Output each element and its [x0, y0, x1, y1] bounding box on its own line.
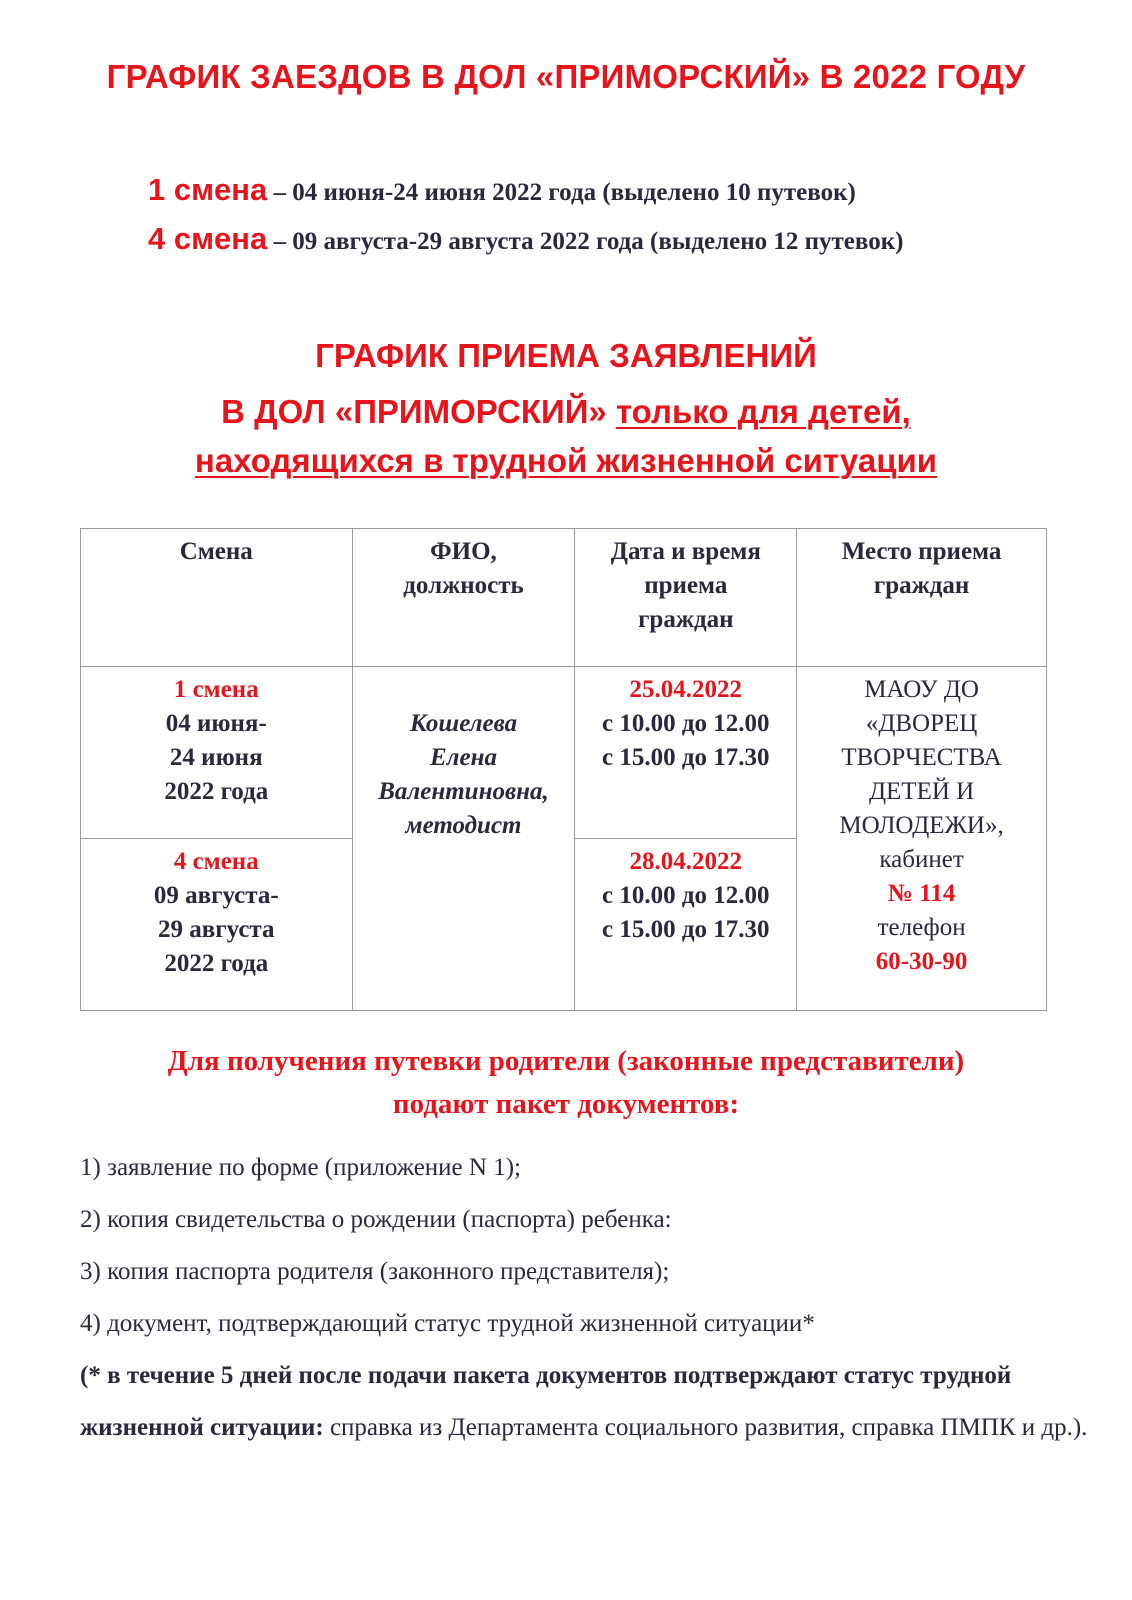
table-row: [81, 667, 1047, 839]
datetime-cell: 28.04.2022 с 10.00 до 12.00 с 15.00 до 17.30: [575, 839, 797, 1011]
shift-dates: – 04 июня-24 июня 2022 года (выделено 10 путевок): [267, 179, 856, 206]
schedule-heading-line3: [0, 442, 1132, 480]
schedule-heading-underlined: находящихся в трудной жизненной ситуации: [194, 442, 938, 479]
documents-note: [80, 1350, 1090, 1454]
list-item: 4) документ, подтверждающий статус трудной жизненной ситуации*: [80, 1310, 815, 1337]
header-name: ФИО, должность: [352, 529, 575, 667]
header-datetime: Дата и время приема граждан: [575, 529, 797, 667]
cabinet-number: № 114: [887, 880, 956, 907]
list-item: 2) копия свидетельства о рождении (паспорта) ребенка:: [80, 1206, 672, 1233]
schedule-heading-underlined: только для детей,: [615, 393, 911, 430]
shift-label: 4 смена: [148, 221, 268, 256]
header-place: Место приема граждан: [797, 529, 1047, 667]
shift-label: 1 смена: [148, 172, 268, 207]
header-shift: Смена: [81, 529, 353, 667]
documents-heading: Для получения путевки родители (законные представители) подают пакет документов:: [167, 1045, 965, 1120]
shift-line-4: [148, 221, 903, 257]
schedule-heading-line1: ГРАФИК ПРИЕМА ЗАЯВЛЕНИЙ: [315, 337, 817, 374]
shift-dates: – 09 августа-29 августа 2022 года (выделено 12 путевок): [267, 228, 904, 255]
schedule-heading-line2: [0, 393, 1132, 431]
datetime-cell: 25.04.2022 с 10.00 до 12.00 с 15.00 до 17.30: [575, 667, 797, 839]
schedule-table: [80, 528, 1047, 1011]
table-header-row: [81, 529, 1047, 667]
note-bold: (* в течение 5 дней после подачи пакета документов подтверждают статус трудной жизненной ситуации:: [80, 1362, 1012, 1441]
shift-cell: 1 смена 04 июня- 24 июня 2022 года: [81, 667, 353, 839]
place-cell: МАОУ ДО «ДВОРЕЦ ТВОРЧЕСТВА ДЕТЕЙ И МОЛОДЕЖИ», кабинет № 114 телефон 60-30-90: [797, 667, 1047, 1011]
shift-line-1: [148, 172, 856, 208]
list-item: 1) заявление по форме (приложение N 1);: [80, 1154, 521, 1181]
documents-list: [80, 1142, 1090, 1350]
person-cell: Кошелева Елена Валентиновна, методист: [352, 667, 575, 1011]
list-item: 3) копия паспорта родителя (законного представителя);: [80, 1258, 670, 1285]
shift-cell: 4 смена 09 августа- 29 августа 2022 года: [81, 839, 353, 1011]
page-title: ГРАФИК ЗАЕЗДОВ В ДОЛ «ПРИМОРСКИЙ» В 2022 ГОДУ: [106, 58, 1026, 95]
phone-number: 60-30-90: [875, 948, 968, 975]
schedule-heading-plain: В ДОЛ «ПРИМОРСКИЙ»: [221, 393, 616, 430]
note-plain: справка из Департамента социального развития, справка ПМПК и др.).: [323, 1414, 1088, 1441]
